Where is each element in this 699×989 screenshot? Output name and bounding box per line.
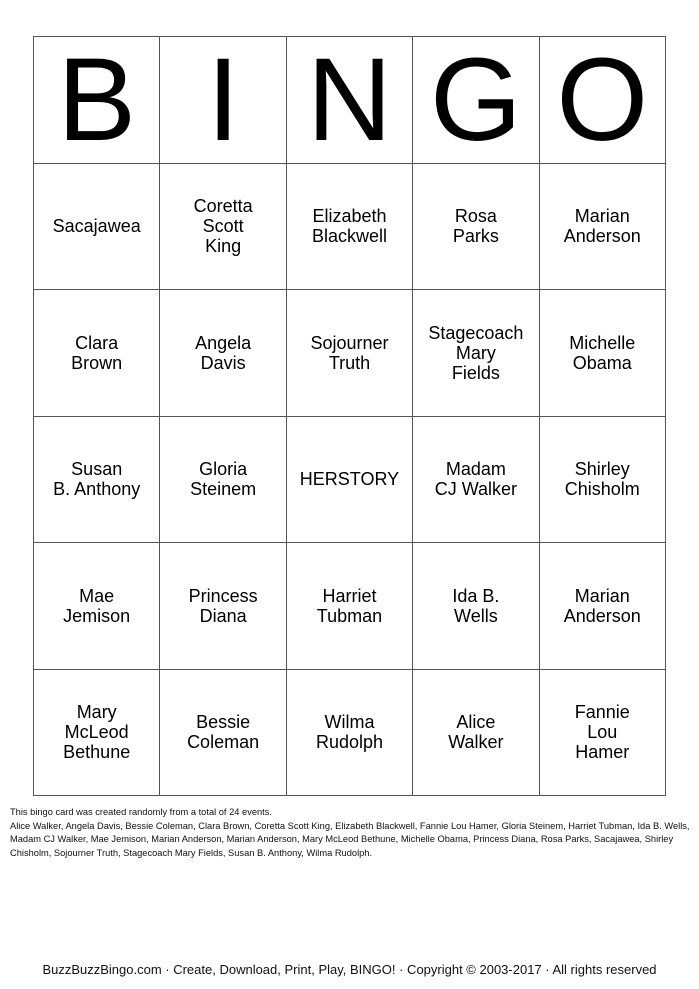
cell-text: Harriet Tubman — [316, 585, 383, 626]
cell-text: Wilma Rudolph — [315, 712, 384, 753]
cell-text: Ida B. Wells — [452, 585, 500, 626]
cell-text: Fannie Lou Hamer — [574, 702, 630, 763]
card-footnote — [10, 806, 690, 860]
bingo-cell — [34, 164, 160, 291]
bingo-cell — [540, 164, 666, 291]
bingo-cell — [160, 670, 286, 797]
cell-text: Princess Diana — [188, 585, 258, 626]
cell-text: Coretta Scott King — [193, 196, 253, 257]
bingo-cell — [413, 417, 539, 544]
free-space-cell — [287, 417, 413, 544]
page-footer: BuzzBuzzBingo.com · Create, Download, Print, Play, BINGO! · Copyright © 2003-2017 · All rights reserved — [42, 962, 657, 977]
cell-text: Marian Anderson — [563, 206, 641, 247]
cell-text: Elizabeth Blackwell — [311, 206, 387, 247]
bingo-cell — [160, 417, 286, 544]
cell-text: Susan B. Anthony — [53, 459, 141, 500]
cell-text: Gloria Steinem — [190, 459, 257, 500]
bingo-cell — [34, 417, 160, 544]
header-cell-n — [287, 37, 413, 164]
cell-text: Clara Brown — [71, 332, 123, 373]
bingo-card — [33, 36, 666, 796]
header-cell-o — [540, 37, 666, 164]
footnote-summary: This bingo card was created randomly from a total of 24 events. — [10, 807, 272, 817]
bingo-cell — [160, 543, 286, 670]
cell-text: Alice Walker — [448, 712, 504, 753]
bingo-cell — [540, 417, 666, 544]
header-cell-b — [34, 37, 160, 164]
cell-text: Rosa Parks — [452, 206, 499, 247]
cell-text: Michelle Obama — [569, 332, 636, 373]
cell-text: Bessie Coleman — [187, 712, 260, 753]
bingo-cell — [540, 543, 666, 670]
cell-text: Mae Jemison — [63, 585, 131, 626]
bingo-cell — [413, 290, 539, 417]
bingo-cell — [540, 290, 666, 417]
cell-text: Shirley Chisholm — [564, 459, 640, 500]
bingo-cell — [287, 543, 413, 670]
free-space-text: HERSTORY — [299, 469, 400, 490]
cell-text: Marian Anderson — [563, 585, 641, 626]
bingo-cell — [413, 670, 539, 797]
header-letter: O — [556, 37, 649, 164]
header-letter: G — [429, 37, 522, 164]
cell-text: Mary McLeod Bethune — [63, 702, 131, 763]
cell-text: Stagecoach Mary Fields — [428, 322, 524, 383]
bingo-cell — [34, 670, 160, 797]
header-letter: B — [57, 37, 137, 164]
header-cell-i — [160, 37, 286, 164]
cell-text: Madam CJ Walker — [434, 459, 518, 500]
bingo-cell — [160, 290, 286, 417]
bingo-cell — [34, 290, 160, 417]
bingo-cell — [34, 543, 160, 670]
bingo-cell — [413, 164, 539, 291]
bingo-cell — [540, 670, 666, 797]
header-letter: N — [306, 37, 393, 164]
bingo-cell — [160, 164, 286, 291]
bingo-cell — [287, 164, 413, 291]
header-cell-g — [413, 37, 539, 164]
cell-text: Angela Davis — [195, 332, 252, 373]
bingo-cell — [287, 290, 413, 417]
bingo-cell — [413, 543, 539, 670]
bingo-cell — [287, 670, 413, 797]
cell-text: Sacajawea — [52, 216, 141, 237]
cell-text: Sojourner Truth — [310, 332, 389, 373]
header-letter: I — [206, 37, 240, 164]
footnote-event-list: Alice Walker, Angela Davis, Bessie Coleman, Clara Brown, Coretta Scott King, Elizabeth Blackwell, Fannie Lou Hamer, Gloria Steinem, Harriet Tubman, Ida B. Wells, Madam CJ Walker, Mae Jemison, Marian Anderson, Marian Anderson, Mary McLeod Bethune, Michelle Obama, Princess Diana, Rosa Parks, Sacajawea, Shirley Chisholm, Sojourner Truth, Stagecoach Mary Fields, Susan B. Anthony, Wilma Rudolph. — [10, 820, 690, 858]
